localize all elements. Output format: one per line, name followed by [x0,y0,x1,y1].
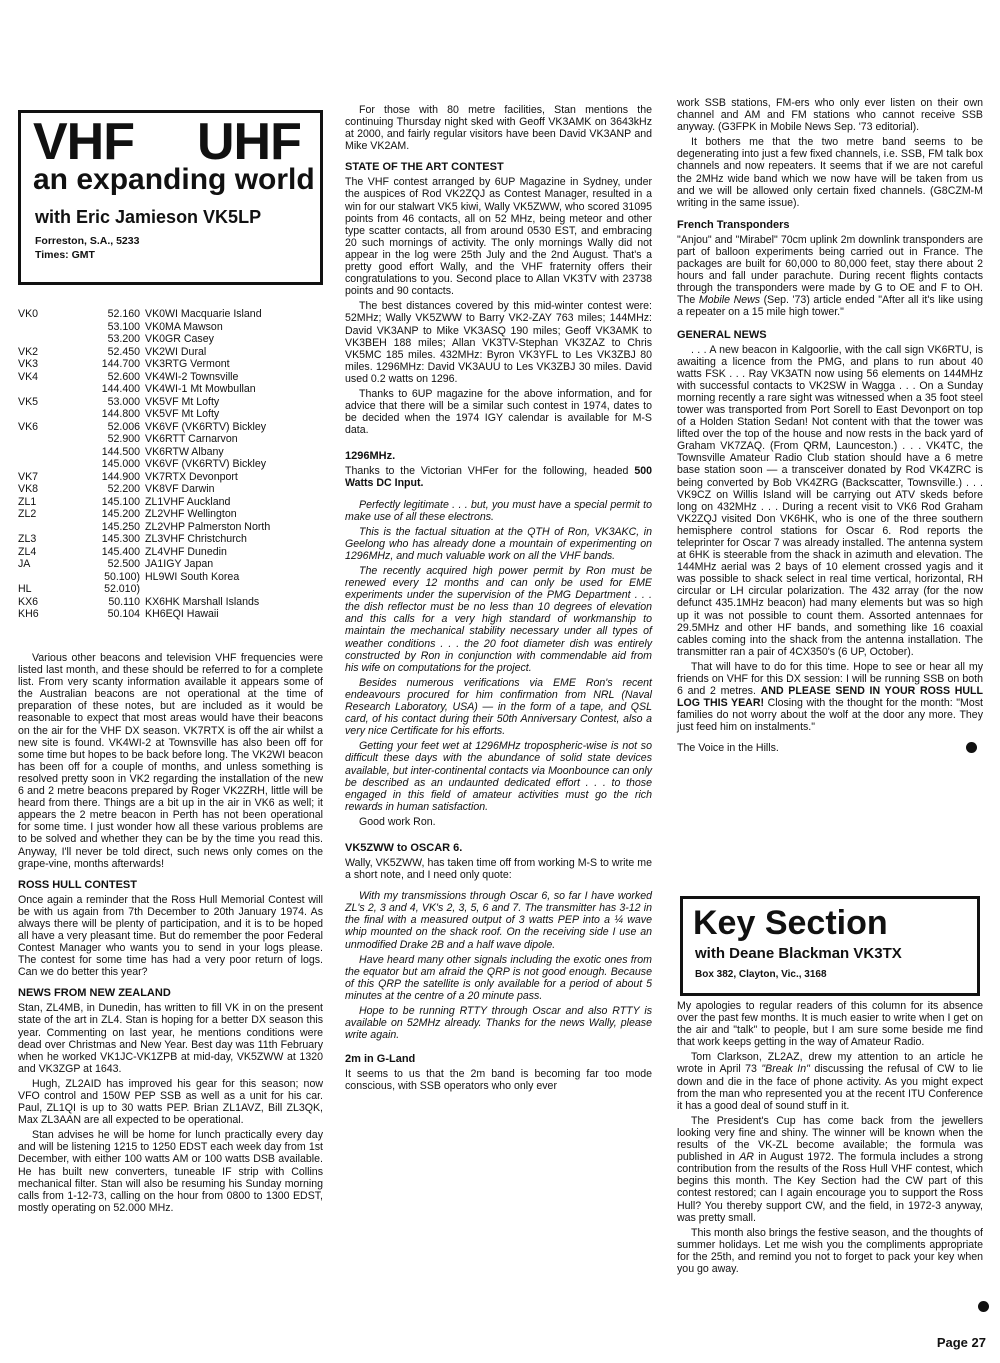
key-end-mark-icon [978,1301,989,1312]
beacon-frequency: 144.500 [101,445,140,458]
quote-3: The recently acquired high power permit by Ron must be renewed every 12 months and can only be used for EME experiments under the supervision of the PMG Department . . . the dish reflector must be no less than 10 degrees of elevation and this calls for a very high standard of workmanship to maintain the mechanical stability necessary under all types of weather conditions . . . the 20 foot diameter dish was entirely constructed by Ron in conjunction with commendable aid from his wife on computations for the project. [345,565,652,674]
beacon-station: VK4WI-1 Mt Mowbullan [145,383,256,395]
beacon-station: KH6EQI Hawaii [145,608,219,620]
beacon-frequency: 145.100 [101,495,140,508]
beacon-station: VK2WI Dural [145,345,207,358]
beacon-row [18,521,270,534]
key-p3-text-end: in August 1972. The formula includes a strong contribution from the results of the Ross Hull VHF contest, which begins this month. The Key Section had the CW part of this contest restored; can I again encourage you to support the Ross Hull? You thereby support CW, and the field, in 1972-3 anyway, was pretty small. [677,1151,983,1224]
paragraph-beacons: Various other beacons and television VHF frequencies were listed last month, and these should be referred to for a complete list. From very scanty information available it appears some of the Australian beacons are not operational at the time of preparation of these notes, but are included as it would be reasonable to expect that most areas would have their beacons on the air for the VHF DX season. VK7RTX is off the air whilst a new site is found. VK4WI-2 at Townsville has also been off for some time but hopes to be back before long. The VK2WI beacon has been off for a couple of months, and unless something is resolved pretty soon in VK2 regarding the installation of the new 6 and 2 metre beacons prepared by Roger VK2ZRH, little will be heard from there. Things are a bit up in the air in VK6 as well; it appears the 2 metre beacon in Perth has not been operational for some time. I just wonder how all these various problems are to be solved and whether they can be by the time you read this. Anyway, I'll never be told direct, such news only comes on the grape-vine, months afterwards! [18,652,323,870]
beacon-row [18,321,270,334]
beacon-row [18,371,270,384]
beacon-row [18,496,270,509]
beacon-callarea: ZL3 [18,533,37,545]
beacon-frequency: 145.400 [101,545,140,558]
beacon-station: VK7RTX Devonport [145,470,238,483]
key-p2-italic: "Break In" [761,1063,810,1076]
key-p3-text: The President's Cup has come back from the jewellers looking very fine and shiny. The winner will be known when the results of the VK-ZL become available; the formula was published in [677,1114,983,1164]
beacon-frequency: 52.160 [107,308,140,320]
column-1-body [18,652,323,1217]
beacon-frequency: 52.010) [104,583,140,595]
paragraph-nz-3: Stan advises he will be home for lunch practically every day and will be listening 1215 to 1250 EDST each week day from 1st December, with either 100 watts AM or 100 watts DSB available. He has built new converters, tuneable IF strip with Collins mechanical filter. Stan will also be resuming his Sunday morning calls from 1-12-73, calling on the hour from 0800 to 1300 EDST, mostly operating on 52.000 MHz. [18,1129,323,1214]
beacon-frequency: 52.900 [107,433,140,445]
paragraph-80-metre: For those with 80 metre facilities, Stan mentions the continuing Thursday night sked with Geoff VK3AMK on 3643kHz at 2000, and fairly regular visitors have been David VK3ANP and Mike VK2AM. [345,104,652,153]
beacon-callarea: VK8 [18,483,39,495]
key-p2-text: Tom Clarkson, ZL2AZ, drew my attention to an article he wrote in April 73 [677,1051,983,1076]
times-note: Times: GMT [35,249,95,261]
french-italic: Mobile News [698,294,761,307]
french-text: "Anjou" and "Mirabel" 70cm uplink 2m downlink transponders are part of balloon experiments being carried out in France. The packages are built for 60,000 to 80,000 feet, stay there about 2 hours and fall under parachute. During recent flights contacts through the transponders were made by G to OE and F to OH. The [677,233,983,307]
intro-text: Thanks to the Victorian VHFer for the following, headed [345,465,635,478]
column-subtitle: an expanding world [33,163,315,196]
beacon-frequency: 53.000 [107,395,140,408]
key-p2-text-end: discussing the refusal of CW to lie down and die in the face of phone activity. As you might expect from the man who represented you at the recent ITU Conference it has a good deal of sound stuff in it. [677,1063,983,1112]
beacon-station: ZL2VHP Palmerston North [145,520,271,533]
paragraph-nz-1: Stan, ZL4MB, in Dunedin, has written to fill VK in on the present state of the art in ZL4. Stan is hoping for a better DX season this year. Commenting on last year, he mentions conditions were dead over Christmas and New Year. Best day was 11th February when he worked VK1JC-VK1ZPB at mid-day, VK5ZWW at 1320 and VK3ZGP at 1643. [18,1002,323,1075]
paragraph-2m: It seems to us that the 2m band is becoming far too mode conscious, with SSB operators who only ever [345,1068,652,1093]
beacon-callarea: VK4 [18,370,39,383]
beacon-callarea: ZL2 [18,508,37,520]
quoted-1296-block [345,499,652,813]
beacon-station: VK6RTT Carnarvon [145,433,238,445]
heading-french-transponders: French Transponders [677,218,790,231]
beacon-frequency: 144.700 [101,358,140,370]
beacon-table [18,308,270,621]
paragraph-bothers: It bothers me that the two metre band seems to be degenerating into just a few fixed channels, i.e. SSB, FM talk box channels and now repeaters. It seems that if we are not careful the 2MHz wide band which we now have will be taken from us and we will be allowed only certain fixed channels. (G8CZM-M writing in the same issue). [677,136,983,209]
key-section-address: Box 382, Clayton, Vic., 3168 [695,969,827,980]
beacon-station: VK6VF (VK6RTV) Bickley [145,420,267,433]
beacon-station: VK6VF (VK6RTV) Bickley [145,458,267,470]
key-p3-italic: AR [739,1151,754,1164]
key-section-byline: with Deane Blackman VK3TX [695,945,902,962]
beacon-row [18,421,270,434]
quote-1: Perfectly legitimate . . . but, you must have a special permit to make use of all these electrons. [345,498,652,523]
beacon-frequency: 52.450 [107,345,140,358]
paragraph-general: . . . A new beacon in Kalgoorlie, with the call sign VK6RTU, is awaiting a licence from the PMG, and plans to run about 40 watts FSK . . . Ray VK3ATN now using 56 elements on 144MHz with successful contacts to VK2SW in Wagga . . . On a Sunday morning recently a rare sight was witnessed when a 35 foot steel tower was transported from Port Sorell to East Devonport on top of a Holden Station Sedan! Not content with that the tower was lifted over the top of the house and now rests in the back yard of Graham VK7ZAQ. (From QRM, Launceston.) . . . VK4TC, the Townsville Amateur Radio Club station should have a 6 metre base station soon — a transceiver donated by Rod VK4ZRC is being converted by Bob VK4ZRG (Backscatter, Townsville.) . . . VK9CZ on Willis Island will be carrying out ATV skeds before long on 432MHz . . . During a recent visit to VK6 Rod Graham VK2ZQJ visited Don VK6HK, who is one of the three southern hemisphere control stations for Oscar 6. Rod reports the teleprinter for Oscar 7 was already installed. The antenna system at 6HK is steerable from the shack in azimuth and elevation. The 144MHz aerial was 2 bays of 10 element crossed yagis and it was possible to shack select in real time vertical, horizontal, RH circular or LH circular polarization. The 432 array (for the now defunct 435.1MHz beacon) had many elements but was so high up it was not possible to count them. Assorted antennaes for 29.5MHz and other HF bands, and something like 16 coaxial cables coming into the shack from the antenna installation. The transmitter ran a pair of 4CX350's (6 UP, October). [677,343,983,658]
beacon-callarea [18,383,88,396]
paragraph-ross-hull: Once again a reminder that the Ross Hull Memorial Contest will be with us again from 7th December to 20th January 1974. As always there will be plenty of participation, and it is to be hoped all have a very pleasant time. But do remember the poor Federal Contest Manager who wants you to send in your logs please. The contest for some time has had a very poor return of logs. Can we do better this year? [18,893,323,979]
beacon-station: VK0GR Casey [145,333,214,345]
beacon-callarea: VK5 [18,395,39,408]
beacon-callarea: KX6 [18,595,39,608]
closing-bold: AND PLEASE SEND IN YOUR ROSS HULL LOG THIS YEAR! [677,685,983,710]
beacon-row [18,608,270,621]
beacon-callarea: ZL1 [18,495,37,508]
quote-4: Besides numerous verifications via EME Ron's recent endeavours procured for him confirmation from NRL (Naval Research Laboratory, USA) — in the form of a tape, and QSL card, of his contact during their 50th Anniversary Contest, also a very nice Certificate for his efforts. [345,676,652,738]
beacon-row [18,571,270,584]
beacon-frequency: 52.006 [107,420,140,433]
beacon-callarea: ZL4 [18,545,37,558]
beacon-row [18,583,270,596]
beacon-row [18,446,270,459]
beacon-frequency: 145.250 [101,520,140,533]
beacon-row [18,471,270,484]
beacon-frequency: 53.100 [107,320,140,333]
good-work-line: Good work Ron. [359,815,436,828]
beacon-station [145,583,270,596]
beacon-station: ZL3VHF Christchurch [145,533,247,545]
beacon-row [18,346,270,359]
beacon-frequency: 50.100) [104,570,140,583]
beacon-station: VK3RTG Vermont [145,358,230,370]
heading-ross-hull-contest: ROSS HULL CONTEST [18,878,137,891]
heading-news-new-zealand: NEWS FROM NEW ZEALAND [18,987,171,1000]
paragraph-1296-intro [345,465,652,489]
heading-oscar-6: VK5ZWW to OSCAR 6. [345,841,463,854]
signature: The Voice in the Hills. [677,741,779,754]
beacon-callarea: VK2 [18,345,39,358]
beacon-callarea: HL [18,583,32,595]
beacon-callarea [18,446,88,459]
key-paragraph-4: This month also brings the festive season, and the thoughts of summer holidays. Let me wish you the compliments appropriate for the 25th, and remind you not to forget to pack your key when you go away. [677,1226,983,1275]
column-3-body [677,97,983,757]
beacon-row [18,308,270,321]
oscar-quote-3: Hope to be running RTTY through Oscar and also RTTY is available on 52MHz already. Thanks for the news Wally, please write again. [345,1005,652,1042]
quote-2: This is the factual situation at the QTH of Ron, VK3AKC, in Geelong who has already done a mountain of experimenting on 1296MHz, and much valuable work on all the VHF bands. [345,525,652,562]
beacon-station: KX6HK Marshall Islands [145,595,260,608]
key-paragraph-2 [677,1051,983,1111]
beacon-station: ZL2VHF Wellington [145,508,237,520]
paragraph-french [677,234,983,319]
author-address: Forreston, S.A., 5233 [35,235,140,247]
paragraph-oscar-intro: Wally, VK5ZWW, has taken time off from working M-S to write me a short note, and I need only quote: [345,856,652,882]
beacon-row [18,383,270,396]
beacon-station: VK8VF Darwin [145,483,215,495]
beacon-row [18,458,270,471]
beacon-row [18,596,270,609]
beacon-frequency: 52.600 [107,370,140,383]
beacon-frequency: 53.200 [107,333,140,345]
beacon-row [18,483,270,496]
beacon-station: VK0WI Macquarie Island [145,308,262,320]
beacon-station: ZL4VHF Dunedin [145,545,227,558]
beacon-row [18,396,270,409]
beacon-callarea [18,333,88,346]
vhf-title: VHF [33,113,134,171]
column-byline: with Eric Jamieson VK5LP [35,207,262,227]
beacon-row [18,433,270,446]
key-paragraph-1: My apologies to regular readers of this column for its absence over the past few months. It is much easier to write when I get on the air and "talk" to people, but I am sure some beside me find that work keeps getting in the way of Amateur Radio. [677,1000,983,1049]
beacon-callarea [18,433,88,446]
beacon-row [18,558,270,571]
beacon-callarea: VK0 [18,308,39,320]
paragraph-continued: work SSB stations, FM-ers who only ever listen on their own channel and AM and FM stations who cannot receive SSB anyway. (G3FPK in Mobile News Sep. '73 editorial). [677,97,983,134]
beacon-callarea: KH6 [18,608,39,620]
beacon-frequency: 52.500 [107,558,140,570]
beacon-row [18,358,270,371]
beacon-callarea [18,321,88,334]
beacon-station: HL9WI South Korea [145,570,240,583]
page-number: Page 27 [936,1335,986,1350]
beacon-callarea: VK6 [18,420,39,433]
beacon-callarea: JA [18,558,31,570]
beacon-frequency: 50.104 [107,608,140,620]
key-section-title: Key Section [693,904,888,942]
beacon-station: ZL1VHF Auckland [145,495,231,508]
beacon-frequency: 144.900 [101,470,140,483]
oscar-quote-2: Have heard many other signals including the exotic ones from the equator but am afraid the QRP is not good enough. Because of this QRP the satellite is only available for a period of about 5 minutes at the centre of a 20 minute pass. [345,953,652,1002]
closing-text-end: Closing with the thought for the month: "Most families do not worry about the wolf at the door any more. They just feed him on instalments." [677,697,983,734]
beacon-frequency: 52.200 [107,483,140,495]
quote-5: Getting your feet wet at 1296MHz tropospheric-wise is not so difficult these days with the abundance of solid state devices available, but inter-continental contacts via Moonbounce can only be described as an undaunted dedicated effort . . . to those engaged in this field of amateur activities must go the rich rewards in human satisfaction. [345,740,652,813]
key-section-body [677,1000,983,1278]
paragraph-closing [677,661,983,734]
end-mark-icon [966,742,977,753]
heading-2m-g-land: 2m in G-Land [345,1053,416,1066]
oscar-quote-1: With my transmissions through Oscar 6, so far I have worked ZL's 2, 3 and 4, VK's 2, 3, 5, 6 and 7. The transmitter has 3-12 in the final with a measured output of 3 watts PEP into a ¼ wave whip mounted on the shack roof. On the receiving side I use an unmodified Drake 2B and a half wave dipole. [345,890,652,951]
beacon-frequency: 50.110 [108,595,140,608]
beacon-callarea [18,571,88,584]
heading-1296mhz: 1296MHz. [345,450,396,463]
beacon-station: VK4WI-2 Townsville [145,370,239,383]
beacon-callarea: VK3 [18,358,39,370]
paragraph-state-3: Thanks to 6UP magazine for the above information, and for advice that there will be a similar such contest in 1974, dates to be decided when the 1974 IGY calendar is available for M-S data. [345,387,652,437]
beacon-station: VK0MA Mawson [145,320,223,333]
beacon-row [18,546,270,559]
quoted-oscar-block [345,890,652,1041]
beacon-callarea [18,458,88,471]
beacon-callarea [18,408,88,421]
key-paragraph-3 [677,1115,983,1224]
heading-general-news: GENERAL NEWS [677,328,767,341]
beacon-station: VK5VF Mt Lofty [145,408,220,420]
column-2-body [345,104,652,1095]
intro-bold: 500 Watts DC Input. [345,465,652,490]
signature-line [677,742,983,754]
paragraph-nz-2: Hugh, ZL2AID has improved his gear for this season; now VFO control and 150W PEP SSB as well as a unit for his car. Paul, ZL1QI is up to 30 watts PEP. Brian ZL1AVZ, Bill ZL3QK, Max ZL3AAN are all expected to be operational. [18,1077,323,1127]
beacon-callarea: VK7 [18,470,39,483]
closing-text: That will have to do for this time. Hope to see or hear all my friends on VHF for this DX session: I will be running SSB on both 6 and 2 metres. [677,660,983,698]
beacon-frequency: 144.400 [101,383,140,395]
paragraph-state-1: The VHF contest arranged by 6UP Magazine in Sydney, under the auspices of Rod VK2ZQJ as Contest Manager, resulted in a win for our stalwart VK5 kiwi, Wally VK5ZWW, who scored 31095 points from 46 contacts, all on 52 MHz, being meteor and other type scatter contacts, all from around 0530 EST, and embracing 20 such mornings of activity. The only mornings Wally did not appear in the log were 25th July and the 2nd August. That's a pretty good effort Wally, and the VHF fraternity offers their congratulations to you. Second place to Allan VK3TV with 23738 points and 90 contacts. [345,176,652,298]
column-header-box [18,110,323,285]
beacon-callarea [18,521,88,534]
heading-state-of-art: STATE OF THE ART CONTEST [345,161,504,174]
paragraph-state-2: The best distances covered by this mid-winter contest were: 52MHz; Wally VK5ZWW to Barry VK2-ZAY 763 miles; 144MHz: David VK3ANP to Mike VK3ASQ 190 miles; Geoff VK3AMK to VK3BEH 188 miles; Allan VK3TV-Stephan VK3ZAZ to Chris VK5MC 185 miles. 432MHz: Byron VK3YFL to Les VK3ZBJ 80 miles. 1296MHz: David VK3AUU to Les VK3ZBJ 30 miles. David used 0.2 watts on 1296. [345,300,652,385]
beacon-row [18,508,270,521]
beacon-row [18,408,270,421]
beacon-frequency: 145.000 [101,458,140,470]
beacon-station: JA1IGY Japan [145,558,214,570]
beacon-row [18,533,270,546]
beacon-frequency: 145.200 [101,508,140,520]
key-section-header [680,896,980,996]
beacon-frequency: 145.300 [101,533,140,545]
beacon-row [18,333,270,346]
beacon-station: VK6RTW Albany [145,445,224,458]
beacon-frequency: 144.800 [101,408,140,420]
beacon-station: VK5VF Mt Lofty [145,395,220,408]
uhf-title: UHF [197,113,301,171]
french-text-end: (Sep. '73) article ended "After all it's like using a repeater on a 15 mile high tower." [677,294,984,319]
